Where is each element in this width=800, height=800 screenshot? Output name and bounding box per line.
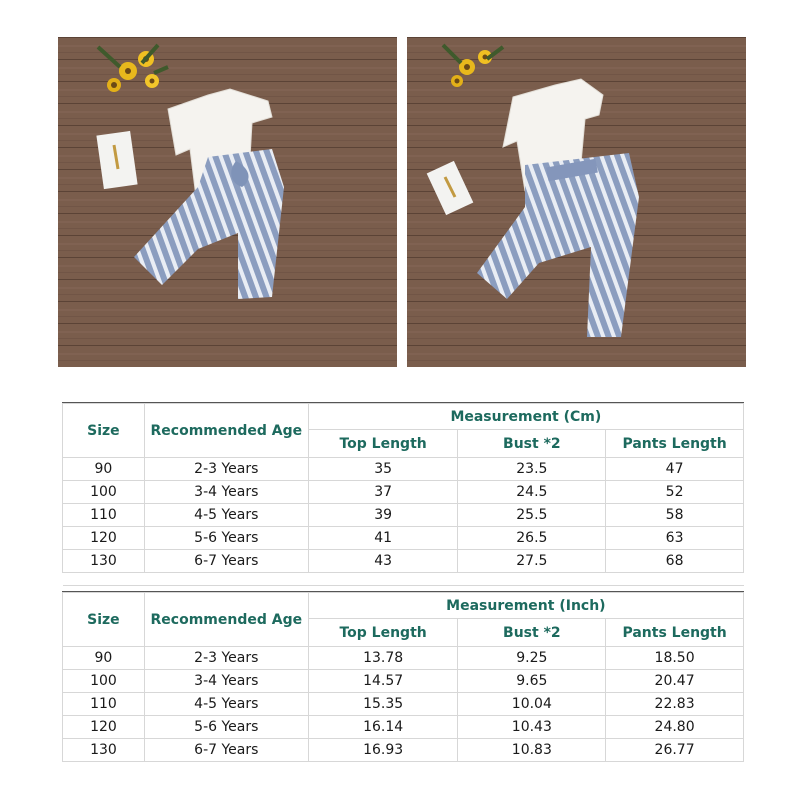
cell-size: 120 bbox=[63, 716, 145, 739]
table-row bbox=[63, 458, 744, 481]
cell-pants-length: 52 bbox=[606, 481, 744, 504]
cell-age: 4-5 Years bbox=[144, 693, 308, 716]
cell-pants-length: 26.77 bbox=[606, 739, 744, 762]
size-table-cm bbox=[62, 403, 744, 586]
cell-top-length: 13.78 bbox=[308, 647, 458, 670]
header-top-length: Top Length bbox=[308, 619, 458, 647]
cell-size: 100 bbox=[63, 481, 145, 504]
outfit-photo-back-illustration bbox=[407, 37, 746, 367]
cell-age: 6-7 Years bbox=[144, 550, 308, 573]
cell-age: 5-6 Years bbox=[144, 527, 308, 550]
header-bust: Bust *2 bbox=[458, 619, 606, 647]
header-recommended-age: Recommended Age bbox=[144, 404, 308, 458]
cell-age: 6-7 Years bbox=[144, 739, 308, 762]
cell-bust: 23.5 bbox=[458, 458, 606, 481]
size-table-inch bbox=[62, 592, 744, 762]
cell-pants-length: 47 bbox=[606, 458, 744, 481]
cell-bust: 10.04 bbox=[458, 693, 606, 716]
cell-top-length: 16.93 bbox=[308, 739, 458, 762]
cell-pants-length: 22.83 bbox=[606, 693, 744, 716]
table-spacer-row bbox=[63, 573, 744, 586]
cell-top-length: 15.35 bbox=[308, 693, 458, 716]
cell-top-length: 41 bbox=[308, 527, 458, 550]
table-row bbox=[63, 504, 744, 527]
table-row bbox=[63, 527, 744, 550]
spacer-cell bbox=[458, 573, 606, 586]
cell-age: 5-6 Years bbox=[144, 716, 308, 739]
cell-size: 90 bbox=[63, 458, 145, 481]
cell-age: 2-3 Years bbox=[144, 647, 308, 670]
cell-pants-length: 20.47 bbox=[606, 670, 744, 693]
cell-top-length: 37 bbox=[308, 481, 458, 504]
table-row bbox=[63, 739, 744, 762]
cell-top-length: 14.57 bbox=[308, 670, 458, 693]
header-size: Size bbox=[63, 404, 145, 458]
table-row bbox=[63, 693, 744, 716]
header-size: Size bbox=[63, 593, 145, 647]
cell-bust: 10.83 bbox=[458, 739, 606, 762]
cell-pants-length: 58 bbox=[606, 504, 744, 527]
outfit-photo-front-illustration bbox=[58, 37, 397, 367]
cell-bust: 10.43 bbox=[458, 716, 606, 739]
spacer-cell bbox=[144, 573, 308, 586]
table-row bbox=[63, 481, 744, 504]
table-row bbox=[63, 647, 744, 670]
cell-size: 110 bbox=[63, 693, 145, 716]
header-pants-length: Pants Length bbox=[606, 430, 744, 458]
cell-size: 130 bbox=[63, 739, 145, 762]
cell-bust: 9.25 bbox=[458, 647, 606, 670]
cell-pants-length: 68 bbox=[606, 550, 744, 573]
cell-age: 2-3 Years bbox=[144, 458, 308, 481]
cell-bust: 25.5 bbox=[458, 504, 606, 527]
outfit-photo-front bbox=[58, 37, 397, 367]
outfit-photo-back bbox=[407, 37, 746, 367]
table-row bbox=[63, 670, 744, 693]
cell-top-length: 35 bbox=[308, 458, 458, 481]
spacer-cell bbox=[308, 573, 458, 586]
spacer-cell bbox=[63, 573, 145, 586]
cell-pants-length: 24.80 bbox=[606, 716, 744, 739]
cell-bust: 9.65 bbox=[458, 670, 606, 693]
cell-pants-length: 63 bbox=[606, 527, 744, 550]
cell-pants-length: 18.50 bbox=[606, 647, 744, 670]
cell-size: 120 bbox=[63, 527, 145, 550]
header-pants-length: Pants Length bbox=[606, 619, 744, 647]
cell-size: 110 bbox=[63, 504, 145, 527]
header-bust: Bust *2 bbox=[458, 430, 606, 458]
cell-bust: 26.5 bbox=[458, 527, 606, 550]
header-measurement: Measurement (Cm) bbox=[308, 404, 743, 430]
cell-age: 3-4 Years bbox=[144, 481, 308, 504]
cell-bust: 27.5 bbox=[458, 550, 606, 573]
cell-top-length: 39 bbox=[308, 504, 458, 527]
header-measurement: Measurement (Inch) bbox=[308, 593, 743, 619]
cell-bust: 24.5 bbox=[458, 481, 606, 504]
table-row bbox=[63, 716, 744, 739]
table-row bbox=[63, 550, 744, 573]
cell-size: 100 bbox=[63, 670, 145, 693]
cell-top-length: 16.14 bbox=[308, 716, 458, 739]
header-recommended-age: Recommended Age bbox=[144, 593, 308, 647]
cell-size: 130 bbox=[63, 550, 145, 573]
cell-top-length: 43 bbox=[308, 550, 458, 573]
header-top-length: Top Length bbox=[308, 430, 458, 458]
cell-size: 90 bbox=[63, 647, 145, 670]
cell-age: 4-5 Years bbox=[144, 504, 308, 527]
cell-age: 3-4 Years bbox=[144, 670, 308, 693]
spacer-cell bbox=[606, 573, 744, 586]
